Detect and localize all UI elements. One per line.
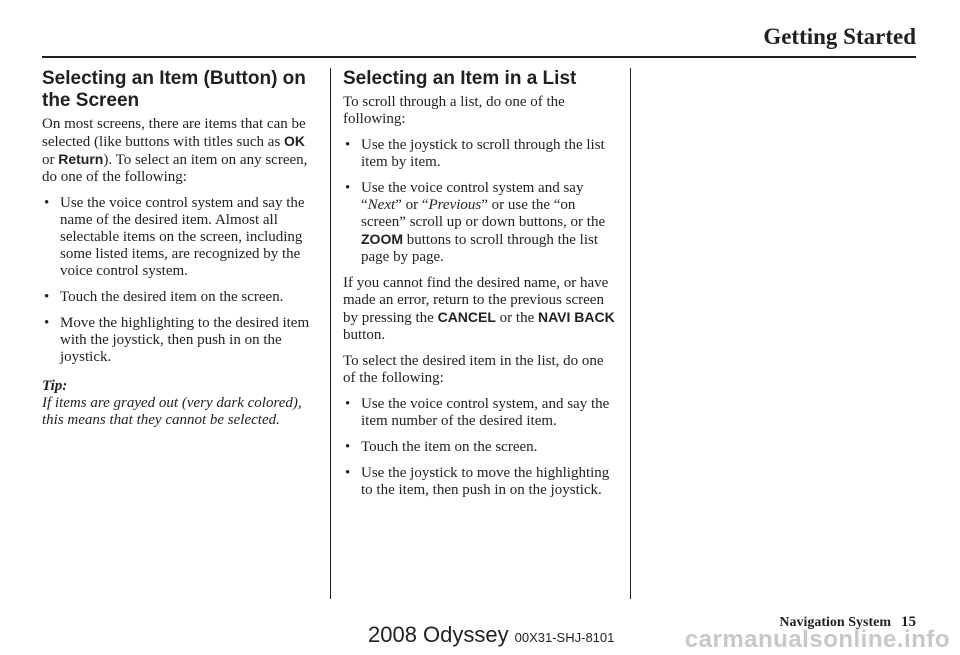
intro-text-2: or: [42, 152, 59, 168]
bullet-icon: •: [345, 396, 351, 412]
navi-back-button-label: NAVI BACK: [538, 309, 615, 325]
bullet-icon: •: [345, 180, 351, 196]
list-item: [42, 289, 318, 306]
list-item-text: ” or use the “on screen” scroll up or down buttons, or the: [361, 197, 606, 230]
tip-text: If items are grayed out (very dark colored), this means that they cannot be selected.: [42, 395, 302, 428]
header-rule: [42, 56, 916, 58]
bullet-icon: •: [44, 195, 50, 211]
bullet-icon: •: [44, 289, 50, 305]
footer-nav-label: Navigation System: [779, 615, 891, 630]
list-item-text: Touch the desired item on the screen.: [60, 289, 284, 305]
intro-text-1: On most screens, there are items that can be selected (like buttons with titles such as: [42, 116, 306, 150]
model-name: 2008 Odyssey: [368, 622, 509, 647]
paragraph-text: or the: [495, 310, 538, 326]
selection-methods-list: [42, 195, 318, 366]
bullet-icon: •: [345, 465, 351, 481]
column-divider-2: [630, 68, 631, 599]
list-item-text: Use the joystick to move the highlighting to the item, then push in on the joystick.: [361, 465, 610, 498]
footer-model: [368, 622, 614, 648]
list-item-text: ” or “: [395, 197, 429, 213]
page-number: 15: [901, 614, 916, 630]
scroll-methods-list: [343, 137, 618, 266]
list-item-text: Use the voice control system, and say the item number of the desired item.: [361, 396, 610, 429]
list-item-text: Move the highlighting to the desired item with the joystick, then push in on the joystick.: [60, 315, 310, 365]
return-button-label: Return: [58, 151, 104, 167]
list-item: [343, 465, 618, 499]
bullet-icon: •: [44, 315, 50, 331]
page-section-title: Getting Started: [763, 24, 916, 49]
list-intro-paragraph: To scroll through a list, do one of the following:: [343, 94, 565, 127]
site-watermark: carmanualsonline.info: [684, 626, 950, 653]
list-item: [343, 396, 618, 430]
bullet-icon: •: [345, 137, 351, 153]
previous-command: Previous: [428, 197, 482, 213]
select-item-paragraph: To select the desired item in the list, do one of the following:: [343, 353, 604, 386]
list-item: [343, 439, 618, 456]
list-item-text: Use the voice control system and say the name of the desired item. Almost all selectable items on the screen, including some listed items, are recognized by the voice control system.: [60, 195, 305, 279]
list-item: [42, 195, 318, 280]
heading-selecting-list: Selecting an Item in a List: [343, 68, 577, 89]
intro-paragraph: [42, 116, 318, 186]
ok-button-label: OK: [284, 133, 306, 149]
heading-selecting-button: Selecting an Item (Button) on the Screen: [42, 68, 306, 111]
list-item-text: buttons to scroll through the list page by page.: [361, 232, 598, 265]
bullet-icon: •: [345, 439, 351, 455]
tip-label: Tip:: [42, 378, 68, 394]
next-command: Next: [367, 197, 396, 213]
cancel-button-label: CANCEL: [437, 309, 496, 325]
zoom-button-label: ZOOM: [361, 231, 403, 247]
list-item-text: Touch the item on the screen.: [361, 439, 538, 455]
cancel-paragraph: [343, 275, 618, 344]
column-selecting-list: [343, 68, 618, 508]
column-divider-1: [330, 68, 331, 599]
list-item-text: Use the voice control system and say “: [361, 180, 584, 213]
manual-code: 00X31-SHJ-8101: [514, 630, 615, 645]
paragraph-text: If you cannot find the desired name, or have made an error, return to the previous screen by pressing the: [343, 275, 609, 326]
list-item: [42, 315, 318, 366]
list-item-text: Use the joystick to scroll through the list item by item.: [361, 137, 605, 170]
paragraph-text: button.: [343, 327, 386, 343]
intro-text-3: ). To select an item on any screen, do one of the following:: [42, 152, 308, 185]
column-selecting-button: [42, 68, 318, 429]
list-item: [343, 180, 618, 266]
select-methods-list: [343, 396, 618, 499]
list-item: [343, 137, 618, 171]
